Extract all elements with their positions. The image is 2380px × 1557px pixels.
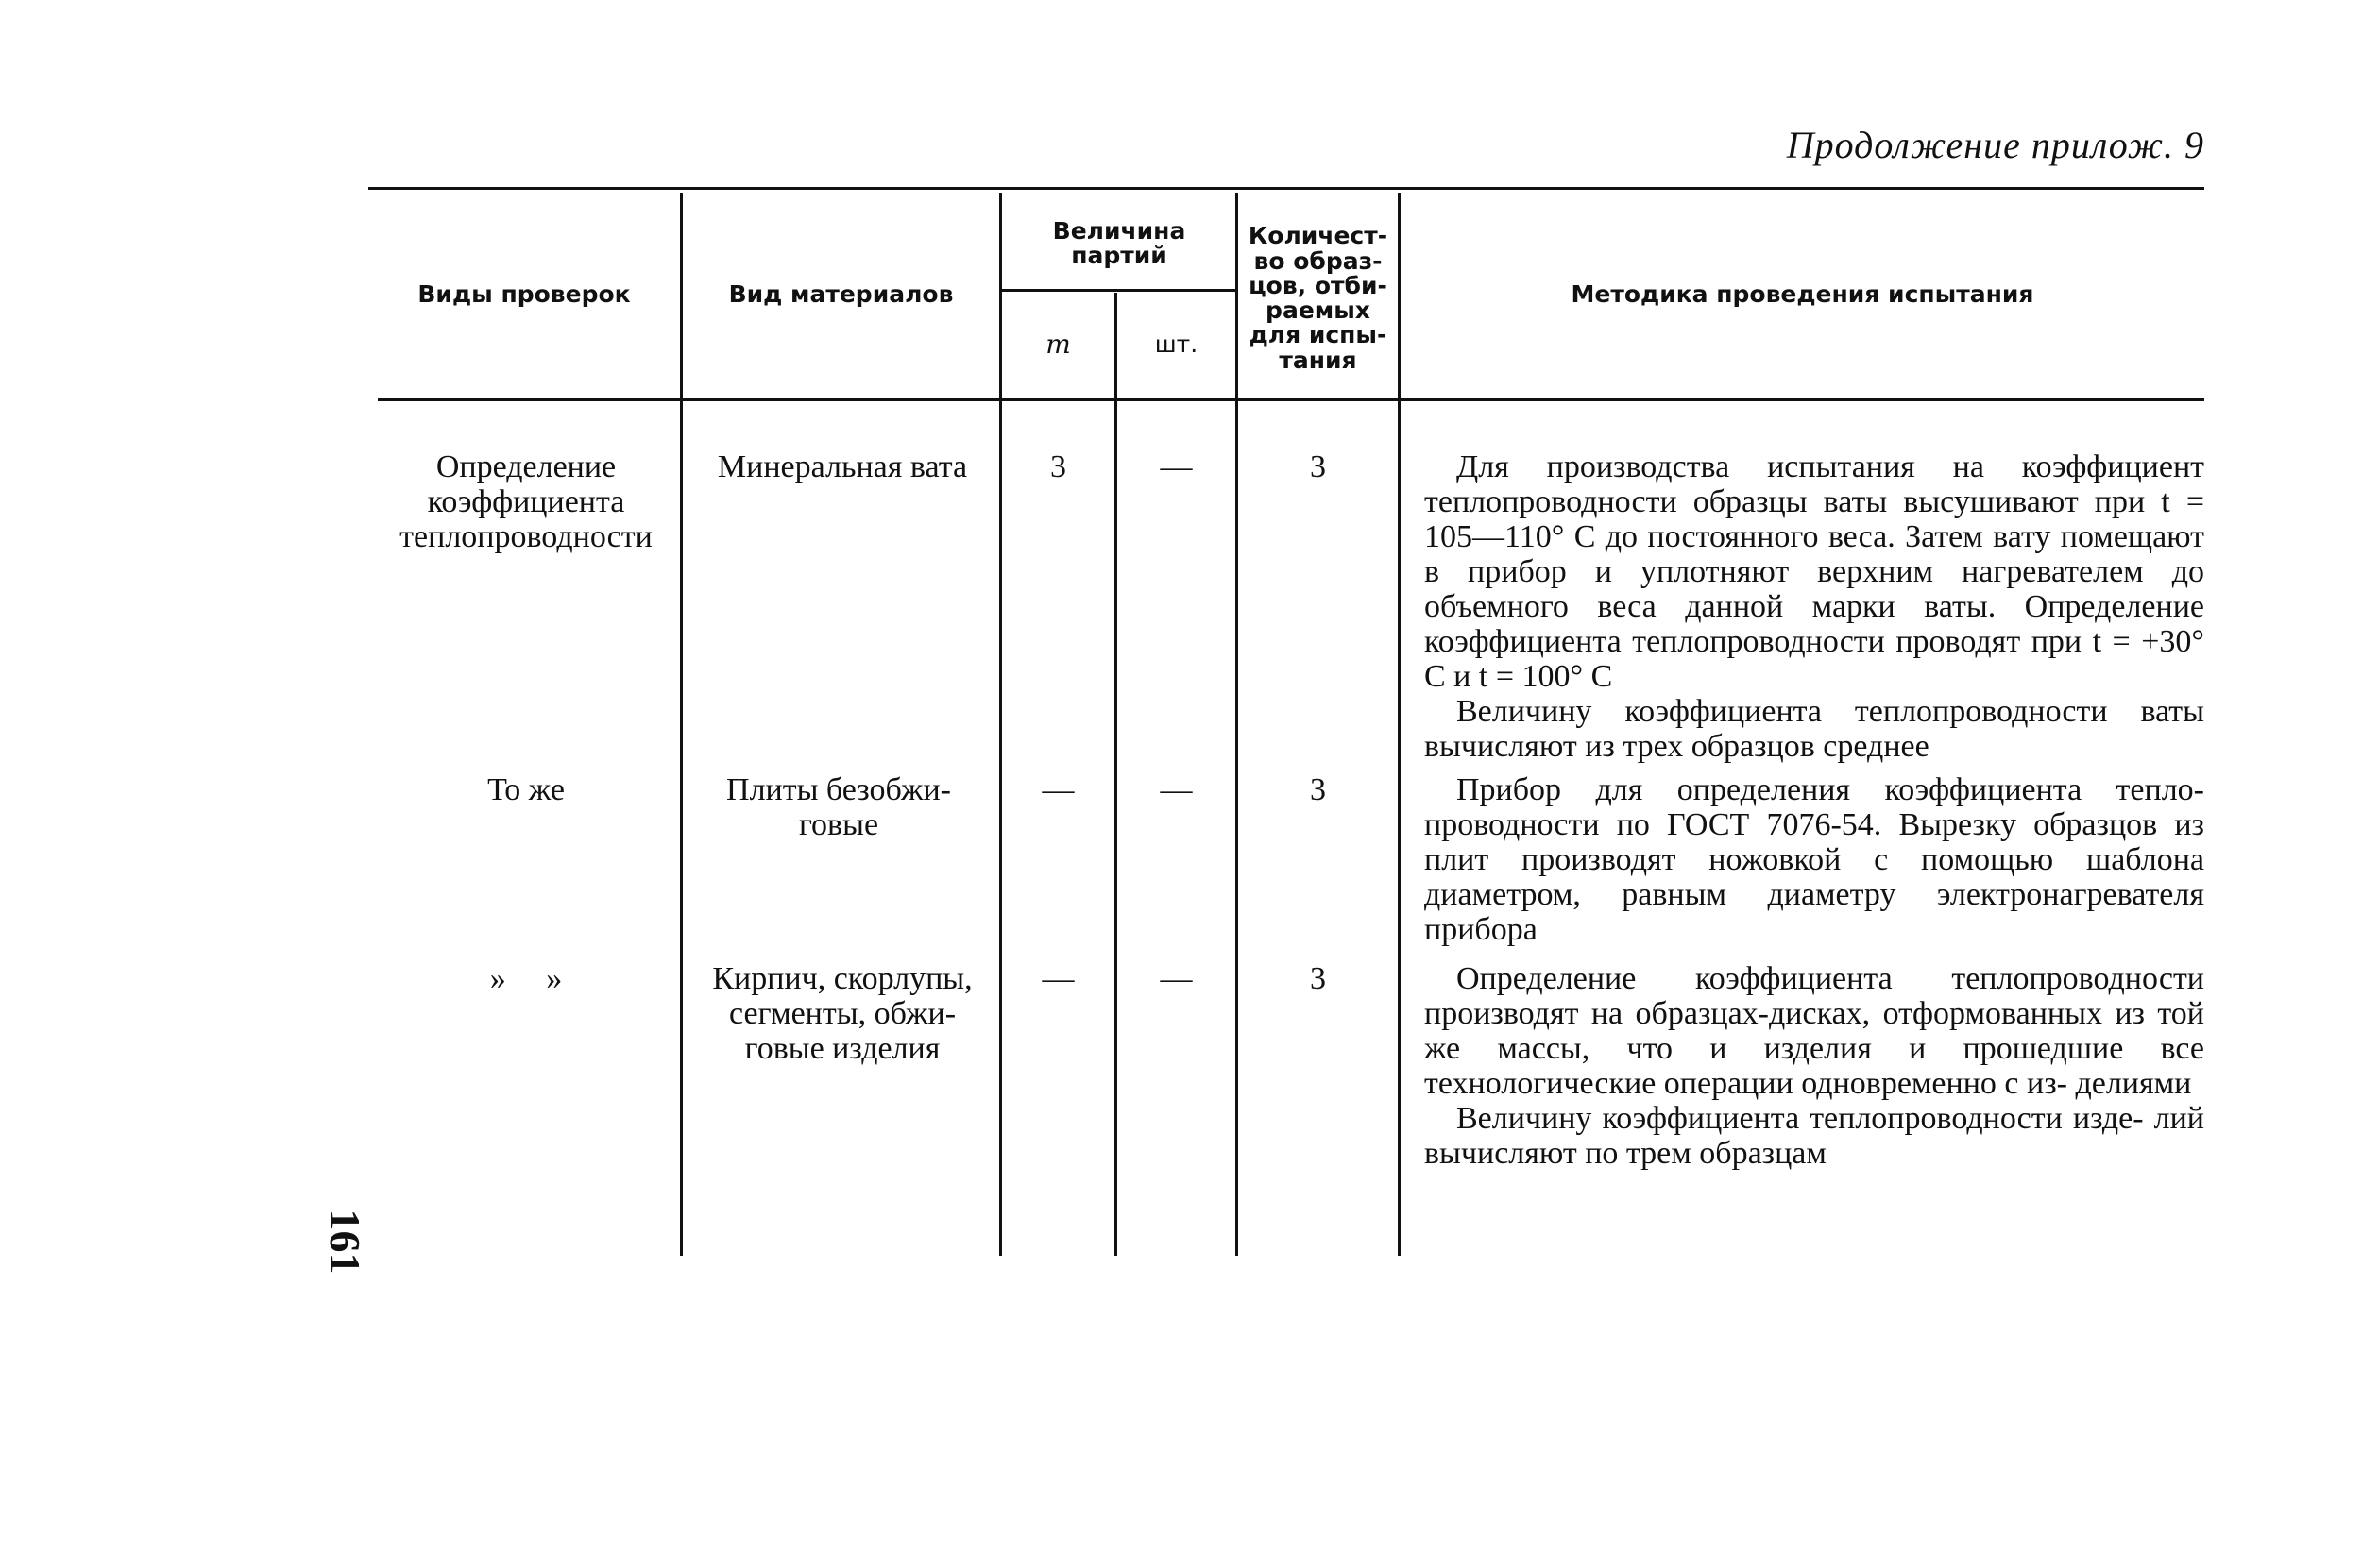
header-method: Методика проведения испытания xyxy=(1571,279,2034,308)
col-divider-4 xyxy=(1235,193,1238,1256)
row1-method xyxy=(1424,449,2204,764)
page-number: 161 xyxy=(321,1209,369,1275)
table-top-rule xyxy=(368,187,2204,190)
header-check-type: Виды проверок xyxy=(417,279,631,308)
test-methods-table xyxy=(368,187,2204,1256)
row3-material: Кирпич, скорлупы, сегменты, обжи- говые изделия xyxy=(712,961,973,1066)
row2-method-paragraph-1: Прибор для определения коэффициента тепло- проводности по ГОСТ 7076-54. Вырезку образцов из плит производят ножовкой с помощью шаблона диаметром, равным диаметру электронагревателя прибора xyxy=(1424,772,2204,947)
batch-header-split-rule xyxy=(999,289,1235,292)
row3-method-paragraph-1: Определение коэффициента теплопроводности производят на образцах-дисках, отформованных из той же массы, что и изделия и прошедшие все технологические операции одновременно с из- делиями xyxy=(1424,961,2204,1101)
row3-batch-pcs: — xyxy=(1160,961,1193,996)
row1-method-paragraph-2: Величину коэффициента теплопроводности ваты вычисляют из трех образцов среднее xyxy=(1424,694,2204,764)
header-batch-t: т xyxy=(1046,329,1071,361)
row2-samples: 3 xyxy=(1310,772,1326,807)
row2-material: Плиты безобжи- говые xyxy=(726,772,951,842)
continuation-title: Продолжение прилож. 9 xyxy=(1786,124,2204,166)
row3-method xyxy=(1424,961,2204,1171)
row2-check-type: То же xyxy=(487,772,565,807)
header-sample-count: Количест- во образ- цов, отби- раемых для испы- тания xyxy=(1248,222,1388,374)
row3-batch-t: — xyxy=(1042,961,1075,996)
row3-check-type: » » xyxy=(489,961,563,996)
header-batch-size: Величина партий xyxy=(1052,216,1186,269)
row1-material: Минеральная вата xyxy=(717,449,968,484)
row1-batch-pcs: — xyxy=(1160,449,1193,484)
row1-check-type: Определение коэффициента теплопроводности xyxy=(400,449,653,554)
row3-samples: 3 xyxy=(1310,961,1326,996)
row3-method-paragraph-2: Величину коэффициента теплопроводности изде- лий вычисляют по трем образцам xyxy=(1424,1101,2204,1171)
row1-method-paragraph-1: Для производства испытания на коэффициент теплопроводности образцы ваты высушивают при t = 105—110° С до постоянного веса. Затем вату помещают в прибор и уплотняют верхним нагревателем до объемного веса данной марки ваты. Определение коэффициента теплопроводности проводят при t = +30° С и t = 100° С xyxy=(1424,449,2204,694)
row2-method xyxy=(1424,772,2204,947)
header-material: Вид материалов xyxy=(728,279,954,308)
row2-batch-pcs: — xyxy=(1160,772,1193,807)
row1-batch-t: 3 xyxy=(1050,449,1066,484)
row1-samples: 3 xyxy=(1310,449,1326,484)
header-bottom-rule xyxy=(378,398,2204,401)
header-batch-pcs: шт. xyxy=(1154,330,1198,358)
row2-batch-t: — xyxy=(1042,772,1075,807)
